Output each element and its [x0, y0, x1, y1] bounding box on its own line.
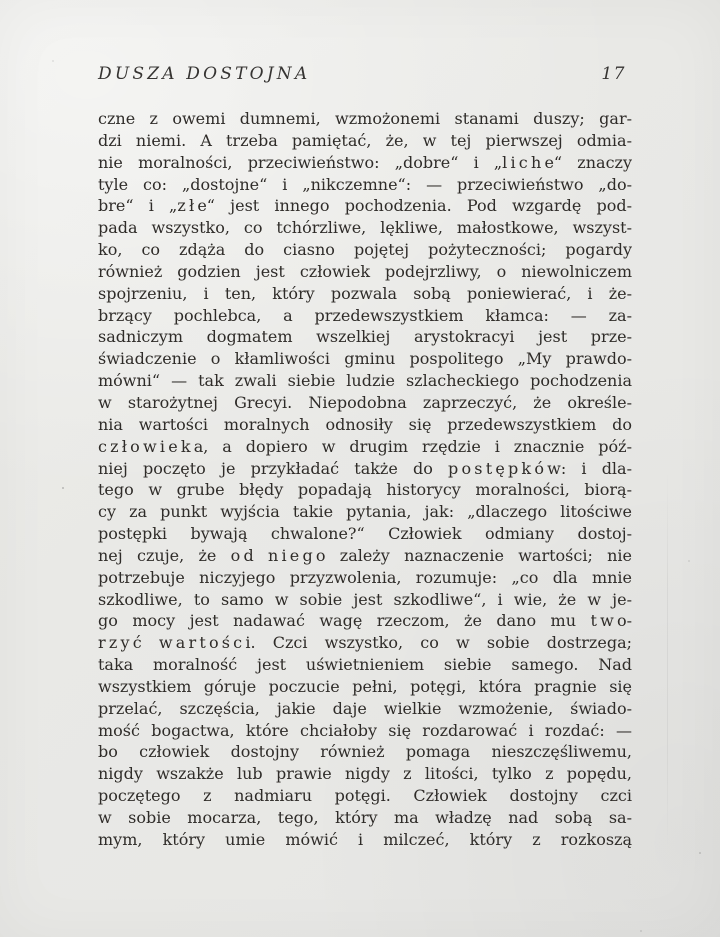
text-line: wszystkiem góruje poczucie pełni, potęgi, która pragnie się [98, 676, 632, 696]
paper-speck-decoration [0, 0, 2, 2]
text-line: tyle co: „dostojne“ i „nikczemne“: — przeciwieństwo „do- [98, 174, 632, 194]
text-line: szkodliwe, to samo w sobie jest szkodliwe“, i wie, że w je- [98, 589, 632, 609]
text-line: poczętego z nadmiaru potęgi. Człowiek dostojny czci [98, 786, 632, 806]
text-line: ko, co zdąża do ciasno pojętej pożyteczności; pogardy [98, 240, 632, 260]
text-line: r z y ć w a r t o ś c i. Czci wszystko, co w sobie dostrzega; [98, 633, 632, 653]
text-line: również godzien jest człowiek podejrzliwy, o niewolniczem [98, 261, 632, 281]
text-line: spojrzeniu, i ten, który pozwala sobą poniewierać, i że- [98, 283, 632, 303]
running-header [98, 64, 628, 84]
text-line: sadniczym dogmatem wszelkiej arystokracyi jest prze- [98, 327, 632, 347]
text-line: przelać, szczęścia, jakie daje wielkie wzmożenie, świado- [98, 698, 632, 718]
running-title: DUSZA DOSTOJNA [98, 64, 311, 84]
paper-crease-decoration [667, 470, 668, 850]
text-line: potrzebuje niczyjego przyzwolenia, rozumuje: „co dla mnie [98, 567, 632, 587]
text-line: bre“ i „z ł e“ jest innego pochodzenia. Pod wzgardę pod- [98, 196, 632, 216]
text-line: postępki bywają chwalone?“ Człowiek odmiany dostoj- [98, 524, 632, 544]
page-number: 17 [601, 64, 626, 84]
text-line: nie moralności, przeciwieństwo: „dobre“ i „l i c h e“ znaczy [98, 152, 632, 172]
body-text-block [98, 108, 632, 851]
text-line: go mocy jest nadawać wagę rzeczom, że dano mu t w o- [98, 611, 632, 631]
text-line: w sobie mocarza, tego, który ma władzę nad sobą sa- [98, 808, 632, 827]
text-line: nigdy wszakże lub prawie nigdy z litości, tylko z popędu, [98, 764, 632, 784]
text-line: nej czuje, że o d n i e g o zależy naznaczenie wartości; nie [98, 545, 632, 565]
text-line: mość bogactwa, które chciałoby się rozdarować i rozdać: — [98, 720, 632, 740]
text-line: mówni“ — tak zwali siebie ludzie szlacheckiego pochodzenia [98, 371, 632, 391]
text-line: cy za punkt wyjścia takie pytania, jak: „dlaczego litościwe [98, 502, 632, 522]
text-line: brzący pochlebca, a przedewszystkiem kłamca: — za- [98, 305, 632, 325]
text-line: pada wszystko, co tchórzliwe, lękliwe, małostkowe, wszyst- [98, 218, 632, 238]
text-line: dzi niemi. A trzeba pamiętać, że, w tej pierwszej odmia- [98, 130, 632, 150]
text-line: nia wartości moralnych odnosiły się przedewszystkiem do [98, 414, 632, 434]
text-line: c z ł o w i e k a, a dopiero w drugim rzędzie i znacznie póź- [98, 436, 632, 456]
text-line: świadczenie o kłamliwości gminu pospolitego „My prawdo- [98, 349, 632, 369]
text-line: w starożytnej Grecyi. Niepodobna zaprzeczyć, że określe- [98, 392, 632, 412]
text-line: czne z owemi dumnemi, wzmożonemi stanami duszy; gar- [98, 109, 632, 128]
text-line: taka moralność jest uświetnieniem siebie samego. Nad [98, 655, 632, 675]
text-line: bo człowiek dostojny również pomaga nieszczęśliwemu, [98, 742, 632, 762]
text-line: tego w grube błędy popadają historycy moralności, biorą- [98, 480, 632, 500]
text-line: mym, który umie mówić i milczeć, który z rozkoszą [98, 829, 632, 849]
text-line: niej poczęto je przykładać także do p o s t ę p k ó w: i dla- [98, 458, 632, 478]
